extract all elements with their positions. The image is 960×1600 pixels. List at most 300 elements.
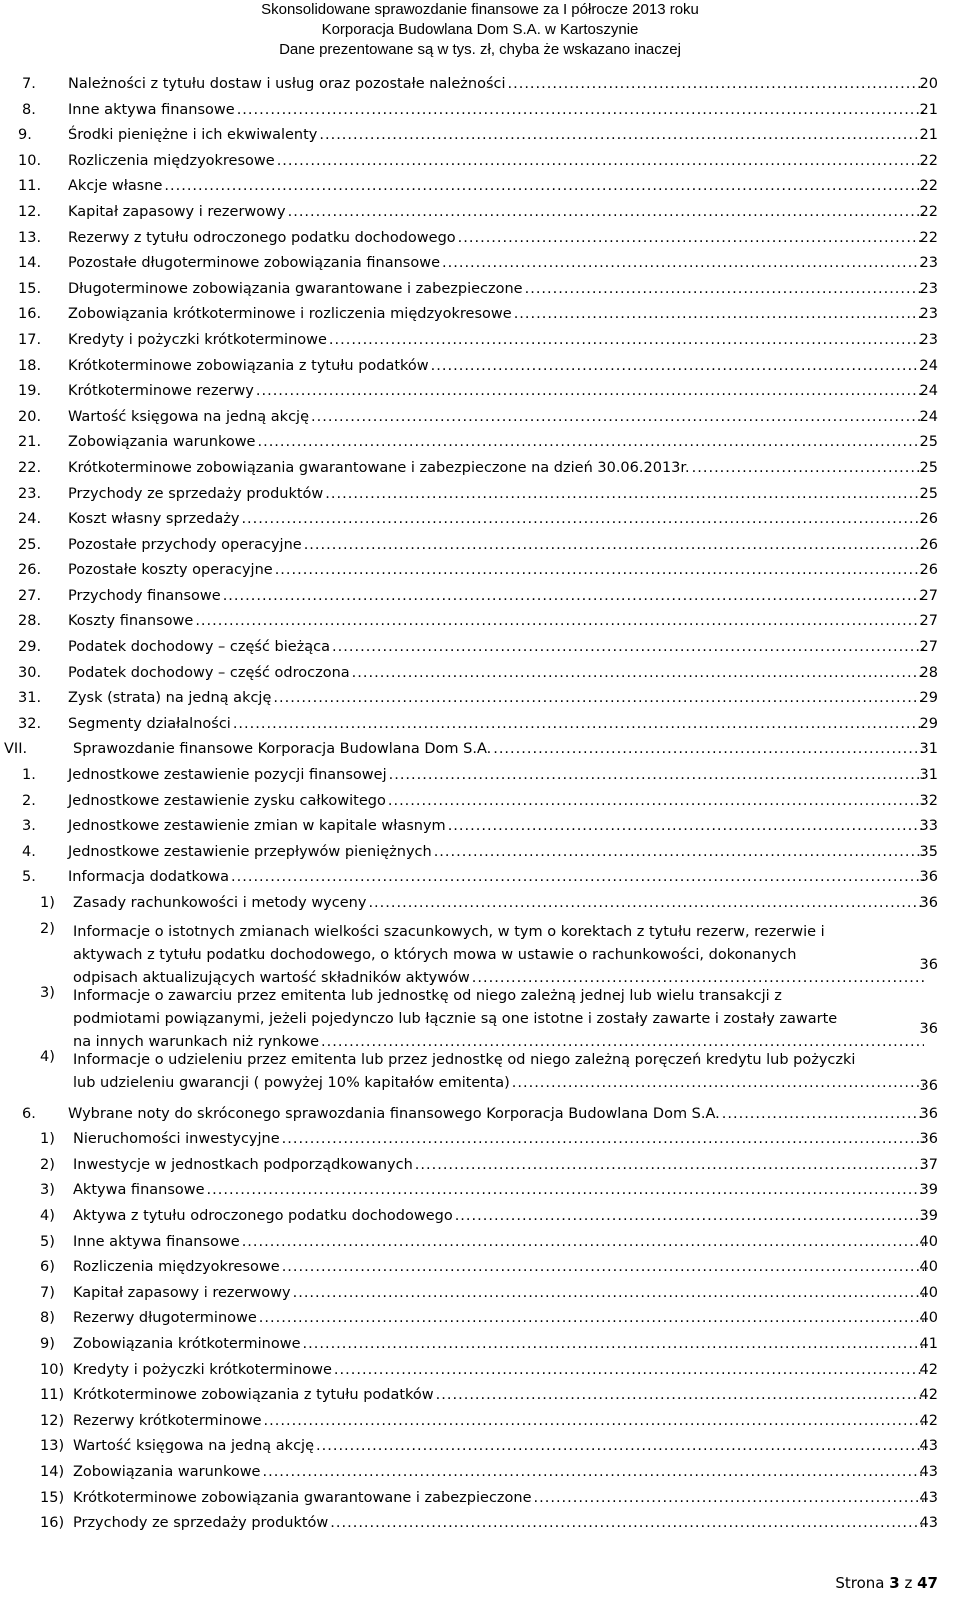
toc-entry-title-wrap — [68, 844, 924, 860]
toc-dot-leader — [434, 844, 924, 860]
toc-dot-leader — [282, 1259, 924, 1275]
toc-entry-title: Krótkoterminowe zobowiązania gwarantowane i zabezpieczone na dzień 30.06.2013r. — [68, 459, 690, 476]
toc-dot-leader — [493, 741, 924, 757]
toc-entry[interactable] — [0, 174, 960, 200]
toc-entry[interactable] — [0, 814, 960, 840]
toc-entry[interactable] — [0, 328, 960, 354]
toc-entry-number: 6. — [22, 1105, 36, 1122]
toc-entry-page: 21 — [919, 101, 938, 118]
toc-dot-leader — [442, 255, 924, 271]
toc-entry-title: Wartość księgowa na jedną akcję — [68, 408, 310, 425]
toc-entry-number: 11. — [18, 178, 42, 195]
toc-entry-number: 12) — [40, 1412, 65, 1429]
toc-dot-leader — [207, 1182, 924, 1198]
footer-sep: z — [904, 1574, 913, 1592]
toc-entry-title-wrap — [73, 1208, 924, 1224]
toc-entry-number: 7) — [40, 1284, 55, 1301]
toc-entry-title-wrap — [73, 1157, 924, 1173]
toc-entry-title: Należności z tytułu dostaw i usług oraz pozostałe należności — [68, 76, 506, 92]
toc-entry[interactable] — [0, 533, 960, 559]
toc-entry-number: 26. — [18, 562, 42, 579]
toc-entry-title-line: aktywach z tytułu podatku dochodowego, o których mowa w ustawie o rachunkowości, dokonanych — [73, 946, 797, 963]
toc-dot-leader — [415, 1157, 924, 1173]
toc-dot-leader — [389, 767, 924, 783]
toc-entry-title: Przychody ze sprzedaży produktów — [68, 485, 324, 502]
toc-dot-leader — [233, 716, 924, 732]
toc-entry[interactable] — [0, 123, 960, 149]
toc-entry[interactable] — [0, 1434, 960, 1460]
toc-entry-title: Środki pieniężne i ich ekwiwalenty — [68, 127, 318, 144]
toc-entry[interactable] — [0, 354, 960, 380]
toc-entry-title-wrap — [73, 1336, 924, 1352]
toc-dot-leader — [722, 1106, 924, 1122]
toc-entry-title-wrap — [68, 486, 924, 502]
toc-entry-number: 7. — [22, 76, 36, 92]
toc-dot-leader — [288, 204, 924, 220]
toc-entry-number: 3) — [40, 984, 55, 1001]
toc-entry-page: 27 — [919, 587, 938, 604]
toc-entry[interactable] — [0, 865, 960, 891]
toc-entry-title-wrap — [68, 716, 924, 732]
toc-entry-title: Koszt własny sprzedaży — [68, 511, 240, 528]
toc-entry-multiline[interactable] — [0, 1045, 960, 1102]
toc-entry-page: 29 — [919, 715, 938, 732]
toc-entry-number: 5. — [22, 869, 36, 886]
toc-entry-page: 26 — [919, 511, 938, 528]
toc-dot-leader — [448, 818, 924, 834]
toc-entry[interactable] — [0, 379, 960, 405]
toc-entry-title-block — [73, 985, 924, 1054]
toc-entry-number: VII. — [4, 741, 28, 758]
header-currency-note: Dane prezentowane są w tys. zł, chyba że wskazano inaczej — [279, 41, 681, 58]
toc-entry-number: 5) — [40, 1233, 55, 1250]
toc-entry-number: 13) — [40, 1438, 65, 1455]
toc-entry[interactable] — [0, 1332, 960, 1358]
toc-entry-number: 15) — [40, 1489, 65, 1506]
toc-entry[interactable] — [0, 1153, 960, 1179]
toc-entry[interactable] — [0, 840, 960, 866]
toc-entry-title: Zobowiązania warunkowe — [73, 1463, 261, 1480]
toc-entry-page: 25 — [919, 485, 938, 502]
toc-entry[interactable] — [0, 72, 960, 98]
header-report-title: Skonsolidowane sprawozdanie finansowe za I półrocze 2013 roku — [261, 1, 699, 18]
toc-entry[interactable] — [0, 430, 960, 456]
toc-entry-title: Pozostałe długoterminowe zobowiązania finansowe — [68, 255, 441, 272]
toc-dot-leader — [458, 230, 924, 246]
toc-entry-title-wrap — [68, 690, 924, 706]
toc-dot-leader — [330, 1515, 924, 1531]
toc-dot-leader — [231, 869, 924, 885]
toc-dot-leader — [223, 588, 924, 604]
page-header — [0, 0, 960, 60]
toc-entry[interactable] — [0, 1102, 960, 1128]
toc-entry-title: Sprawozdanie finansowe Korporacja Budowlana Dom S.A. — [73, 741, 492, 758]
toc-entry-title: Segmenty działalności — [68, 715, 231, 732]
toc-entry[interactable] — [0, 737, 960, 763]
toc-entry[interactable] — [0, 891, 960, 917]
toc-entry[interactable] — [0, 763, 960, 789]
toc-entry-title: Informacja dodatkowa — [68, 869, 230, 886]
toc-entry-page: 43 — [919, 1463, 938, 1480]
toc-entry-title-wrap — [68, 127, 924, 143]
toc-entry-number: 9) — [40, 1335, 55, 1352]
toc-dot-leader — [304, 537, 924, 553]
toc-entry-number: 28. — [18, 613, 42, 630]
toc-entry-page: 25 — [919, 434, 938, 451]
toc-entry-page: 27 — [919, 613, 938, 630]
toc-entry[interactable] — [0, 1306, 960, 1332]
toc-entry-title: Krótkoterminowe zobowiązania gwarantowane i zabezpieczone — [73, 1489, 532, 1506]
toc-entry[interactable] — [0, 661, 960, 687]
toc-entry-title: Kapitał zapasowy i rezerwowy — [68, 203, 286, 220]
toc-entry-multiline[interactable] — [0, 981, 960, 1050]
toc-dot-leader — [368, 895, 924, 911]
toc-entry-page: 36 — [919, 1077, 938, 1094]
toc-entry-page: 31 — [919, 741, 938, 758]
toc-entry-page: 36 — [919, 869, 938, 886]
toc-entry-title-wrap — [68, 460, 924, 476]
toc-entry-title-wrap — [73, 1182, 924, 1198]
toc-dot-leader — [436, 1387, 924, 1403]
toc-dot-leader — [264, 1413, 924, 1429]
toc-entry-number: 12. — [18, 203, 42, 220]
toc-entry-number: 11) — [40, 1387, 65, 1404]
toc-entry-title: Rezerwy z tytułu odroczonego podatku dochodowego — [68, 229, 456, 246]
toc-entry[interactable] — [0, 251, 960, 277]
toc-entry-title-wrap — [68, 358, 924, 374]
toc-dot-leader — [525, 281, 924, 297]
toc-dot-leader — [282, 1131, 924, 1147]
toc-entry-title-wrap — [68, 102, 924, 118]
toc-entry[interactable] — [0, 456, 960, 482]
header-company-name: Korporacja Budowlana Dom S.A. w Kartoszynie — [321, 21, 639, 38]
toc-entry-title-wrap — [73, 1234, 924, 1250]
toc-entry-page: 23 — [919, 331, 938, 348]
toc-entry-page: 24 — [919, 357, 938, 374]
toc-entry-title-wrap — [73, 1413, 924, 1429]
toc-entry-page: 40 — [919, 1233, 938, 1250]
toc-dot-leader — [319, 127, 924, 143]
toc-dot-leader — [534, 1490, 924, 1506]
toc-entry-page: 22 — [919, 178, 938, 195]
toc-entry[interactable] — [0, 507, 960, 533]
toc-entry-title-wrap — [73, 1285, 924, 1301]
toc-entry-title: Zasady rachunkowości i metody wyceny — [73, 895, 367, 911]
toc-entry-title-wrap — [68, 818, 924, 834]
toc-entry-title-wrap — [68, 767, 924, 783]
toc-entry-title-wrap — [68, 178, 924, 194]
toc-dot-leader — [242, 1234, 924, 1250]
toc-entry-page: 28 — [919, 664, 938, 681]
toc-entry-number: 15. — [18, 280, 42, 297]
toc-entry-title-wrap — [68, 665, 924, 681]
toc-entry[interactable] — [0, 1460, 960, 1486]
toc-entry-number: 32. — [18, 715, 42, 732]
toc-entry-number: 3) — [40, 1182, 55, 1199]
toc-entry-page: 24 — [919, 408, 938, 425]
toc-entry-number: 4) — [40, 1207, 55, 1224]
toc-entry-title-wrap — [73, 1490, 924, 1506]
toc-entry-title-wrap — [73, 1438, 924, 1454]
toc-entry-page: 36 — [919, 895, 938, 911]
toc-entry-title: Rezerwy długoterminowe — [73, 1310, 257, 1327]
toc-entry-title-last-line — [73, 1072, 924, 1095]
toc-entry-page: 32 — [919, 792, 938, 809]
toc-entry-page: 27 — [919, 639, 938, 656]
toc-entry-number: 8. — [22, 101, 36, 118]
toc-entry-page: 23 — [919, 255, 938, 272]
toc-entry-title: Inne aktywa finansowe — [68, 101, 235, 118]
toc-entry-page: 36 — [919, 1131, 938, 1148]
toc-entry-title: Krótkoterminowe zobowiązania z tytułu podatków — [68, 357, 429, 374]
toc-entry-title: na innych warunkach niż rynkowe — [73, 1033, 320, 1050]
toc-entry-number: 19. — [18, 383, 42, 400]
toc-entry[interactable] — [0, 1358, 960, 1384]
toc-entry-title: lub udzieleniu gwarancji ( powyżej 10% kapitałów emitenta) — [73, 1074, 510, 1091]
toc-dot-leader — [303, 1336, 924, 1352]
toc-dot-leader — [293, 1285, 924, 1301]
toc-entry-number: 14) — [40, 1463, 65, 1480]
toc-entry-page: 42 — [919, 1361, 938, 1378]
toc-dot-leader — [311, 409, 924, 425]
toc-entry-number: 2) — [40, 1156, 55, 1173]
toc-entry-page: 26 — [919, 536, 938, 553]
toc-entry-title: Inne aktywa finansowe — [73, 1233, 240, 1250]
toc-entry-title: Podatek dochodowy – część odroczona — [68, 664, 350, 681]
toc-entry-page: 33 — [919, 818, 938, 835]
toc-entry-title: Wartość księgowa na jedną akcję — [73, 1438, 315, 1455]
toc-entry-title: Krótkoterminowe rezerwy — [68, 383, 254, 400]
toc-dot-leader — [512, 1072, 924, 1095]
toc-entry-page: 25 — [919, 459, 938, 476]
toc-entry[interactable] — [0, 1127, 960, 1153]
toc-entry-title-wrap — [68, 639, 924, 655]
toc-dot-leader — [508, 76, 925, 92]
toc-dot-leader — [277, 153, 924, 169]
toc-entry[interactable] — [0, 1409, 960, 1435]
toc-entry-page: 22 — [919, 152, 938, 169]
toc-entry-title-wrap — [68, 793, 924, 809]
toc-dot-leader — [241, 511, 924, 527]
toc-entry-title-wrap — [73, 1387, 924, 1403]
toc-entry[interactable] — [0, 558, 960, 584]
toc-entry-title: Jednostkowe zestawienie pozycji finansowej — [68, 767, 387, 784]
toc-entry-title: Zobowiązania krótkoterminowe i rozliczenia międzyokresowe — [68, 306, 512, 323]
toc-entry-number: 1. — [22, 767, 36, 784]
toc-entry-title: Rezerwy krótkoterminowe — [73, 1412, 262, 1429]
toc-entry-title: odpisach aktualizujących wartość składników aktywów — [73, 969, 470, 986]
toc-entry-title: Pozostałe koszty operacyjne — [68, 562, 273, 579]
page-footer — [835, 1574, 938, 1592]
toc-entry[interactable] — [0, 635, 960, 661]
toc-entry-title-wrap — [68, 204, 924, 220]
toc-dot-leader — [332, 639, 924, 655]
toc-dot-leader — [692, 460, 924, 476]
toc-dot-leader — [514, 306, 924, 322]
toc-entry-number: 9. — [18, 127, 32, 144]
toc-entry[interactable] — [0, 405, 960, 431]
toc-entry-title: Podatek dochodowy – część bieżąca — [68, 639, 331, 656]
toc-dot-leader — [325, 486, 924, 502]
toc-entry[interactable] — [0, 277, 960, 303]
toc-entry-title-wrap — [68, 230, 924, 246]
toc-entry[interactable] — [0, 1230, 960, 1256]
toc-entry-title-line: Informacje o udzieleniu przez emitenta lub przez jednostkę od niego zależną poręczeń kredytu lub pożyczki — [73, 1051, 856, 1068]
toc-entry-page: 39 — [919, 1207, 938, 1224]
toc-dot-leader — [431, 358, 924, 374]
toc-entry-title-line: Informacje o zawarciu przez emitenta lub jednostkę od niego zależną jednej lub wielu transakcji z — [73, 987, 782, 1004]
toc-entry-page: 40 — [919, 1284, 938, 1301]
toc-entry-page: 24 — [919, 383, 938, 400]
toc-entry-title-wrap — [73, 741, 924, 757]
toc-entry-title: Kapitał zapasowy i rezerwowy — [73, 1284, 291, 1301]
toc-entry[interactable] — [0, 200, 960, 226]
toc-entry-number: 30. — [18, 664, 42, 681]
toc-entry[interactable] — [0, 482, 960, 508]
toc-entry-title-wrap — [68, 153, 924, 169]
toc-entry-title-block — [73, 921, 924, 990]
toc-entry-page: 41 — [919, 1335, 938, 1352]
toc-entry-number: 14. — [18, 255, 42, 272]
toc-entry-title: Koszty finansowe — [68, 613, 194, 630]
toc-entry-title: Rozliczenia międzyokresowe — [73, 1259, 280, 1276]
toc-entry[interactable] — [0, 1204, 960, 1230]
toc-entry-page: 36 — [919, 956, 938, 973]
toc-entry-title: Akcje własne — [68, 178, 163, 195]
toc-entry-title-wrap — [68, 511, 924, 527]
toc-entry-number: 18. — [18, 357, 42, 374]
toc-dot-leader — [195, 613, 924, 629]
toc-entry-title-wrap — [73, 895, 924, 911]
toc-entry-title: Pozostałe przychody operacyjne — [68, 536, 302, 553]
toc-entry[interactable] — [0, 1486, 960, 1512]
toc-entry-number: 4. — [22, 843, 36, 860]
toc-entry-title: Krótkoterminowe zobowiązania z tytułu podatków — [73, 1387, 434, 1404]
toc-entry-title-wrap — [68, 588, 924, 604]
toc-entry-title-wrap — [68, 383, 924, 399]
toc-entry[interactable] — [0, 1511, 960, 1537]
toc-dot-leader — [164, 178, 924, 194]
toc-entry-title: Przychody ze sprzedaży produktów — [73, 1515, 329, 1532]
toc-entry-number: 22. — [18, 459, 42, 476]
toc-dot-leader — [237, 102, 924, 118]
toc-entry-title: Długoterminowe zobowiązania gwarantowane i zabezpieczone — [68, 280, 523, 297]
toc-entry-title-wrap — [68, 76, 924, 92]
toc-dot-leader — [257, 434, 924, 450]
toc-dot-leader — [275, 562, 924, 578]
toc-entry-number: 21. — [18, 434, 42, 451]
toc-entry-page: 36 — [919, 1020, 938, 1037]
toc-entry[interactable] — [0, 226, 960, 252]
toc-entry[interactable] — [0, 149, 960, 175]
toc-entry-title-wrap — [73, 1362, 924, 1378]
toc-entry-title-wrap — [68, 255, 924, 271]
toc-entry-title-wrap — [68, 869, 924, 885]
toc-entry-title-line: podmiotami powiązanymi, jeżeli pojedynczo lub łącznie są one istotne i zostały zawarte i zostały zawarte — [73, 1010, 838, 1027]
toc-entry-title: Kredyty i pożyczki krótkoterminowe — [73, 1361, 332, 1378]
toc-entry-number: 16) — [40, 1515, 65, 1532]
toc-entry[interactable] — [0, 1383, 960, 1409]
toc-entry-title: Rozliczenia międzyokresowe — [68, 152, 275, 169]
toc-dot-leader — [329, 332, 924, 348]
toc-entry-number: 4) — [40, 1048, 55, 1065]
toc-dot-leader — [273, 690, 924, 706]
toc-entry-page: 22 — [919, 229, 938, 246]
toc-entry-page: 43 — [919, 1489, 938, 1506]
toc-entry-number: 20. — [18, 408, 42, 425]
toc-entry-page: 43 — [919, 1515, 938, 1532]
footer-total-pages: 47 — [917, 1574, 938, 1592]
toc-entry-number: 1) — [40, 1131, 55, 1148]
toc-entry-number: 24. — [18, 511, 42, 528]
toc-entry-title: Nieruchomości inwestycyjne — [73, 1131, 280, 1148]
toc-entry-page: 42 — [919, 1412, 938, 1429]
toc-entry-number: 31. — [18, 690, 42, 707]
toc-entry-page: 36 — [919, 1105, 938, 1122]
toc-entry-page: 21 — [919, 127, 938, 144]
toc-entry-title: Jednostkowe zestawienie zysku całkowitego — [68, 792, 386, 809]
toc-entry-page: 37 — [919, 1156, 938, 1173]
toc-dot-leader — [455, 1208, 924, 1224]
toc-entry[interactable] — [0, 98, 960, 124]
toc-entry[interactable] — [0, 584, 960, 610]
toc-entry[interactable] — [0, 712, 960, 738]
toc-entry-page: 29 — [919, 690, 938, 707]
toc-entry[interactable] — [0, 1281, 960, 1307]
toc-entry[interactable] — [0, 789, 960, 815]
toc-entry-title: Zysk (strata) na jedną akcję — [68, 690, 272, 707]
toc-entry-number: 13. — [18, 229, 42, 246]
toc-entry-title-wrap — [73, 1464, 924, 1480]
toc-entry-title-wrap — [68, 281, 924, 297]
toc-entry-number: 6) — [40, 1259, 55, 1276]
toc-dot-leader — [259, 1310, 924, 1326]
toc-entry-title: Zobowiązania krótkoterminowe — [73, 1335, 301, 1352]
toc-entry-title-wrap — [68, 562, 924, 578]
toc-entry-title-wrap — [73, 1515, 924, 1531]
toc-entry-number: 10. — [18, 152, 42, 169]
toc-entry-number: 2) — [40, 920, 55, 937]
toc-entry-page: 26 — [919, 562, 938, 579]
toc-dot-leader — [334, 1362, 924, 1378]
toc-entry-title-wrap — [68, 332, 924, 348]
toc-dot-leader — [316, 1438, 924, 1454]
toc-entry-title: Inwestycje w jednostkach podporządkowanych — [73, 1156, 413, 1173]
toc-entry-page: 35 — [919, 843, 938, 860]
toc-entry-page: 40 — [919, 1310, 938, 1327]
toc-dot-leader — [262, 1464, 924, 1480]
toc-entry[interactable] — [0, 609, 960, 635]
toc-entry-title: Zobowiązania warunkowe — [68, 434, 256, 451]
toc-entry-title-wrap — [68, 409, 924, 425]
toc-entry-title-block — [73, 1049, 924, 1095]
toc-entry-title: Jednostkowe zestawienie zmian w kapitale własnym — [68, 818, 446, 835]
toc-entry-title: Jednostkowe zestawienie przepływów pieniężnych — [68, 843, 432, 860]
toc-entry-title-wrap — [68, 434, 924, 450]
toc-entry-page: 42 — [919, 1387, 938, 1404]
toc-entry-multiline[interactable] — [0, 917, 960, 986]
toc-entry-title-wrap — [73, 1259, 924, 1275]
toc-entry[interactable] — [0, 1178, 960, 1204]
toc-entry-number: 1) — [40, 895, 55, 911]
toc-entry-page: 20 — [919, 76, 938, 92]
toc-entry[interactable] — [0, 1255, 960, 1281]
toc-entry[interactable] — [0, 302, 960, 328]
toc-entry-number: 23. — [18, 485, 42, 502]
toc-entry-title-wrap — [68, 537, 924, 553]
toc-entry-number: 16. — [18, 306, 42, 323]
toc-entry[interactable] — [0, 686, 960, 712]
